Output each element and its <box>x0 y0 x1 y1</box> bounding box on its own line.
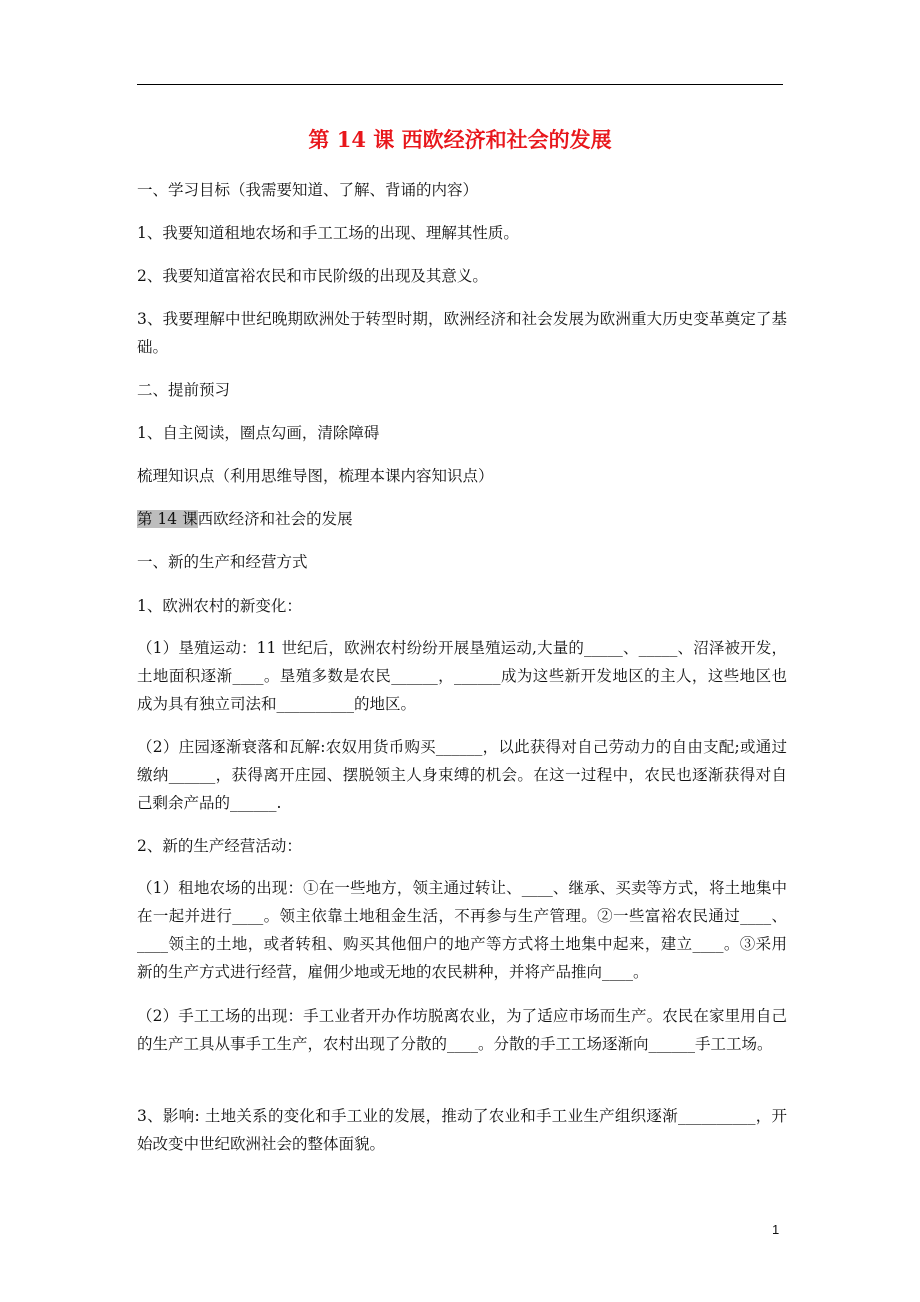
subsection-heading: 1、欧洲农村的新变化： <box>137 597 302 615</box>
paragraph-reclamation: （1）垦殖运动：11 世纪后，欧洲农村纷纷开展垦殖运动,大量的_____、_____、沼泽被开发，土地面积逐渐____。垦殖多数是农民______，______成为这些新开发地区的主人，这些地区也成为具有独立司法和__________的地区。 <box>137 639 787 713</box>
section-heading: 一、新的生产和经营方式 <box>137 553 308 571</box>
objective-item: 1、我要知道租地农场和手工工场的出现、理解其性质。 <box>137 224 519 242</box>
page-title: 第 14 课 西欧经济和社会的发展 <box>308 127 612 152</box>
preview-heading: 二、提前预习 <box>137 381 231 399</box>
paragraph-manor-decline: （2）庄园逐渐衰落和瓦解:农奴用货币购买______，以此获得对自己劳动力的自由支配;或通过缴纳______，获得离开庄园、摆脱领主人身束缚的机会。在这一过程中，农民也逐渐获得对自己剩余产品的______. <box>137 738 787 812</box>
subsection-heading: 2、新的生产经营活动： <box>137 837 302 855</box>
preview-step: 1、自主阅读，圈点勾画，清除障碍 <box>137 424 380 442</box>
page-number: 1 <box>772 1222 780 1237</box>
objective-item: 2、我要知道富裕农民和市民阶级的出现及其意义。 <box>137 267 488 285</box>
header-rule <box>137 84 783 85</box>
objectives-heading: 一、学习目标（我需要知道、了解、背诵的内容） <box>137 181 479 199</box>
objective-item: 3、我要理解中世纪晚期欧洲处于转型时期，欧洲经济和社会发展为欧洲重大历史变革奠定了基础。 <box>137 310 787 356</box>
lesson-number-highlight: 第 14 课 <box>137 510 198 528</box>
paragraph-workshops: （2）手工工场的出现：手工业者开办作坊脱离农业，为了适应市场而生产。农民在家里用自己的生产工具从事手工生产，农村出现了分散的____。分散的手工工场逐渐向______手工工场。 <box>137 1007 787 1053</box>
paragraph-impact: 3、影响: 土地关系的变化和手工业的发展，推动了农业和手工业生产组织逐渐__________，开始改变中世纪欧洲社会的整体面貌。 <box>137 1107 787 1153</box>
outline-instruction: 梳理知识点（利用思维导图，梳理本课内容知识点） <box>137 467 494 485</box>
paragraph-leased-farms: （1）租地农场的出现：①在一些地方，领主通过转让、____、继承、买卖等方式，将土地集中在一起并进行____。领主依靠土地租金生活，不再参与生产管理。②一些富裕农民通过____、____领主的土地，或者转租、购买其他佃户的地产等方式将土地集中起来，建立____。③采用新的生产方式进行经营，雇佣少地或无地的农民耕种，并将产品推向____。 <box>137 879 787 981</box>
lesson-name: 西欧经济和社会的发展 <box>197 510 353 528</box>
lesson-heading <box>137 509 353 529</box>
